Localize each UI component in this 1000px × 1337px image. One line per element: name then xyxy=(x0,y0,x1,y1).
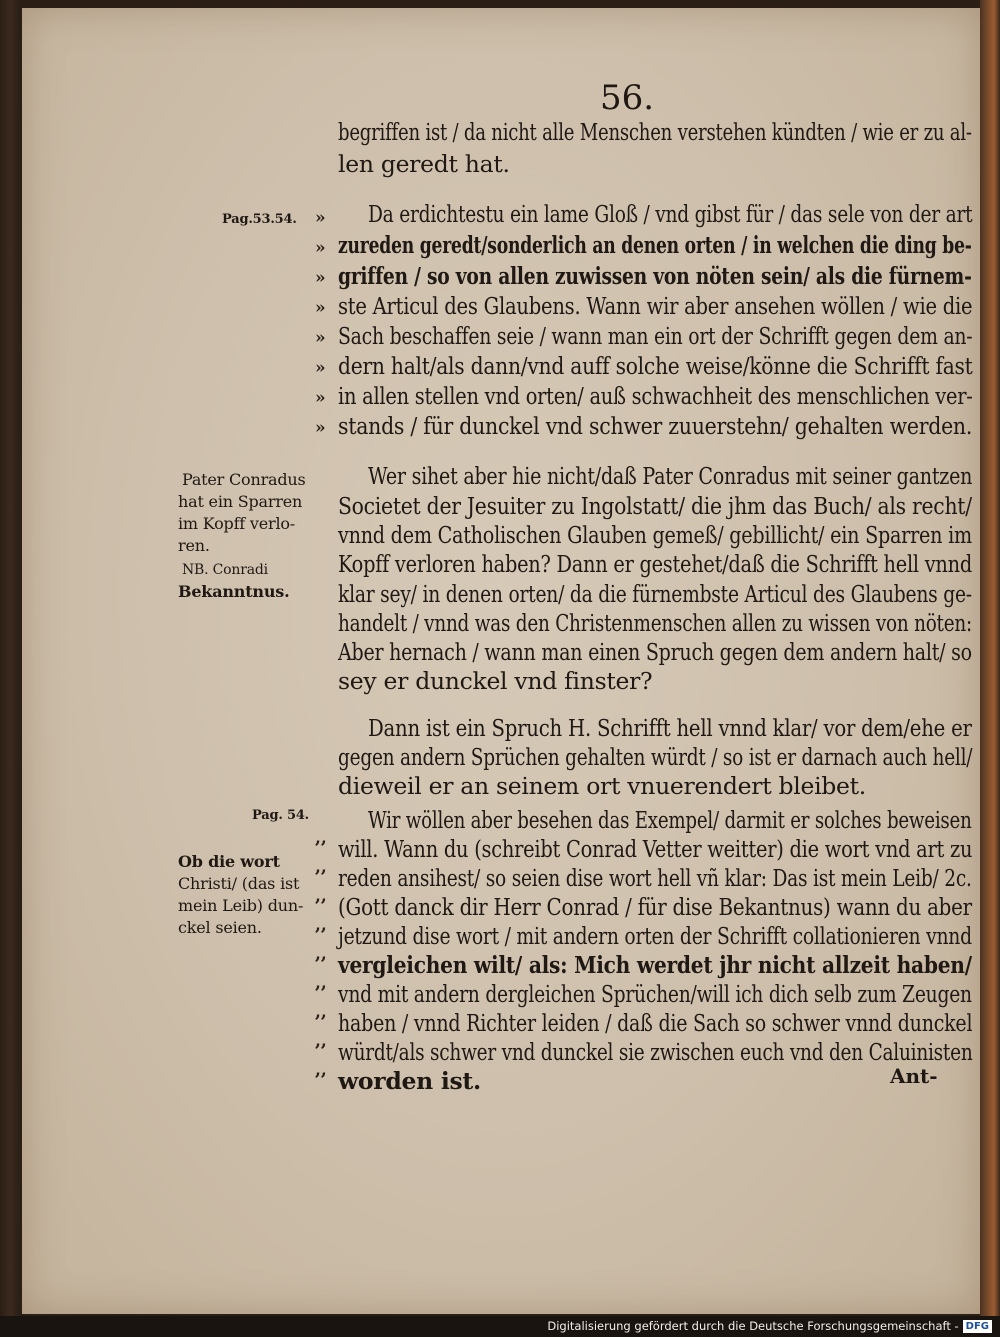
body-line: dieweil er an seinem ort vnuerendert bleibet. xyxy=(338,772,866,800)
body-line: vnd mit andern dergleichen Sprüchen/will ich dich selb zum Zeugen xyxy=(338,980,972,1008)
body-line: ste Articul des Glaubens. Wann wir aber ansehen wöllen / wie die xyxy=(338,292,973,320)
footer-credit: Digitalisierung gefördert durch die Deutsche Forschungsgemeinschaft - xyxy=(547,1319,959,1333)
body-line: begriffen ist / da nicht alle Menschen verstehen kündten / wie er zu al- xyxy=(338,118,972,146)
quote-mark: ,, xyxy=(315,1002,327,1022)
body-line: würdt/als schwer vnd dunckel sie zwischen euch vnd den Caluinisten xyxy=(338,1038,973,1066)
dfg-logo-icon: DFG xyxy=(963,1320,992,1333)
body-line: vergleichen wilt/ als: Mich werdet jhr nicht allzeit haben/ xyxy=(338,951,972,979)
page-number: 56. xyxy=(600,78,655,118)
margin-note: ckel seien. xyxy=(178,918,262,937)
body-line: len geredt hat. xyxy=(338,150,510,178)
body-line: stands / für dunckel vnd schwer zuuerstehn/ gehalten werden. xyxy=(338,412,973,440)
body-line: Da erdichtestu ein lame Gloß / vnd gibst für / das sele von der art xyxy=(368,200,973,228)
body-line: sey er dunckel vnd finster? xyxy=(338,667,653,695)
quote-mark: ,, xyxy=(315,857,327,877)
body-line: (Gott danck dir Herr Conrad / für dise Bekantnus) wann du aber xyxy=(338,893,972,921)
body-line: Wir wöllen aber besehen das Exempel/ darmit er solches beweisen xyxy=(368,806,972,834)
quote-mark: » xyxy=(315,298,326,318)
book-edge xyxy=(980,0,1000,1316)
body-line: Sach beschaffen seie / wann man ein ort der Schrifft gegen dem an- xyxy=(338,322,973,350)
margin-note: mein Leib) dun- xyxy=(178,896,304,915)
body-line: Societet der Jesuiter zu Ingolstatt/ die jhm das Buch/ als recht/ xyxy=(338,492,972,520)
quote-mark: ,, xyxy=(315,886,327,906)
body-line: worden ist. xyxy=(338,1067,481,1095)
margin-note: ren. xyxy=(178,536,210,555)
body-line: dern halt/als dann/vnd auff solche weise/könne die Schrifft fast xyxy=(338,352,973,380)
body-line: haben / vnnd Richter leiden / daß die Sach so schwer vnnd dunckel xyxy=(338,1009,973,1037)
quote-mark: » xyxy=(315,328,326,348)
body-line: Wer sihet aber hie nicht/daß Pater Conradus mit seiner gantzen xyxy=(368,462,973,490)
margin-note: NB. Conradi xyxy=(182,562,268,578)
body-line: vnnd dem Catholischen Glauben gemeß/ gebillicht/ ein Sparren im xyxy=(338,521,972,549)
quote-mark: » xyxy=(315,418,326,438)
margin-reference: Pag.53.54. xyxy=(222,212,297,227)
body-line: gegen andern Sprüchen gehalten würdt / so ist er darnach auch hell/ xyxy=(338,743,973,771)
margin-note: hat ein Sparren xyxy=(178,492,303,511)
body-line: griffen / so von allen zuwissen von nöten sein/ als die fürnem- xyxy=(338,262,972,290)
margin-note: Christi/ (das ist xyxy=(178,874,300,893)
body-line: reden ansihest/ so seien dise wort hell vñ klar: Das ist mein Leib/ 2c. xyxy=(338,864,972,892)
quote-mark: ,, xyxy=(315,1031,327,1051)
quote-mark: ,, xyxy=(315,1060,327,1080)
body-line: will. Wann du (schreibt Conrad Vetter weitter) die wort vnd art zu xyxy=(338,835,973,863)
catchword: Ant- xyxy=(890,1064,938,1088)
quote-mark: ,, xyxy=(315,828,327,848)
body-line: handelt / vnnd was den Christenmenschen allen zu wissen von nöten: xyxy=(338,609,972,637)
footer xyxy=(547,1317,992,1335)
body-line: Aber hernach / wann man einen Spruch gegen dem andern halt/ so xyxy=(338,638,972,666)
quote-mark: » xyxy=(315,388,326,408)
margin-note: Bekanntnus. xyxy=(178,582,290,601)
quote-mark: ,, xyxy=(315,973,327,993)
margin-reference: Pag. 54. xyxy=(252,808,310,823)
quote-mark: » xyxy=(315,208,326,228)
body-line: Dann ist ein Spruch H. Schrifft hell vnnd klar/ vor dem/ehe er xyxy=(368,714,972,742)
quote-mark: » xyxy=(315,358,326,378)
quote-mark: ,, xyxy=(315,944,327,964)
quote-mark: » xyxy=(315,268,326,288)
body-line: Kopff verloren haben? Dann er gestehet/daß die Schrifft hell vnnd xyxy=(338,550,972,578)
margin-note: im Kopff verlo- xyxy=(178,514,296,533)
body-line: klar sey/ in denen orten/ da die fürnembste Articul des Glaubens ge- xyxy=(338,580,972,608)
body-line: in allen stellen vnd orten/ auß schwachheit des menschlichen ver- xyxy=(338,382,973,410)
body-line: jetzund dise wort / mit andern orten der Schrifft collationieren vnnd xyxy=(338,922,972,950)
body-line: zureden geredt/sonderlich an denen orten / in welchen die ding be- xyxy=(338,231,972,259)
quote-mark: » xyxy=(315,238,326,258)
margin-note: Pater Conradus xyxy=(182,470,306,489)
margin-note: Ob die wort xyxy=(178,852,280,871)
quote-mark: ,, xyxy=(315,915,327,935)
